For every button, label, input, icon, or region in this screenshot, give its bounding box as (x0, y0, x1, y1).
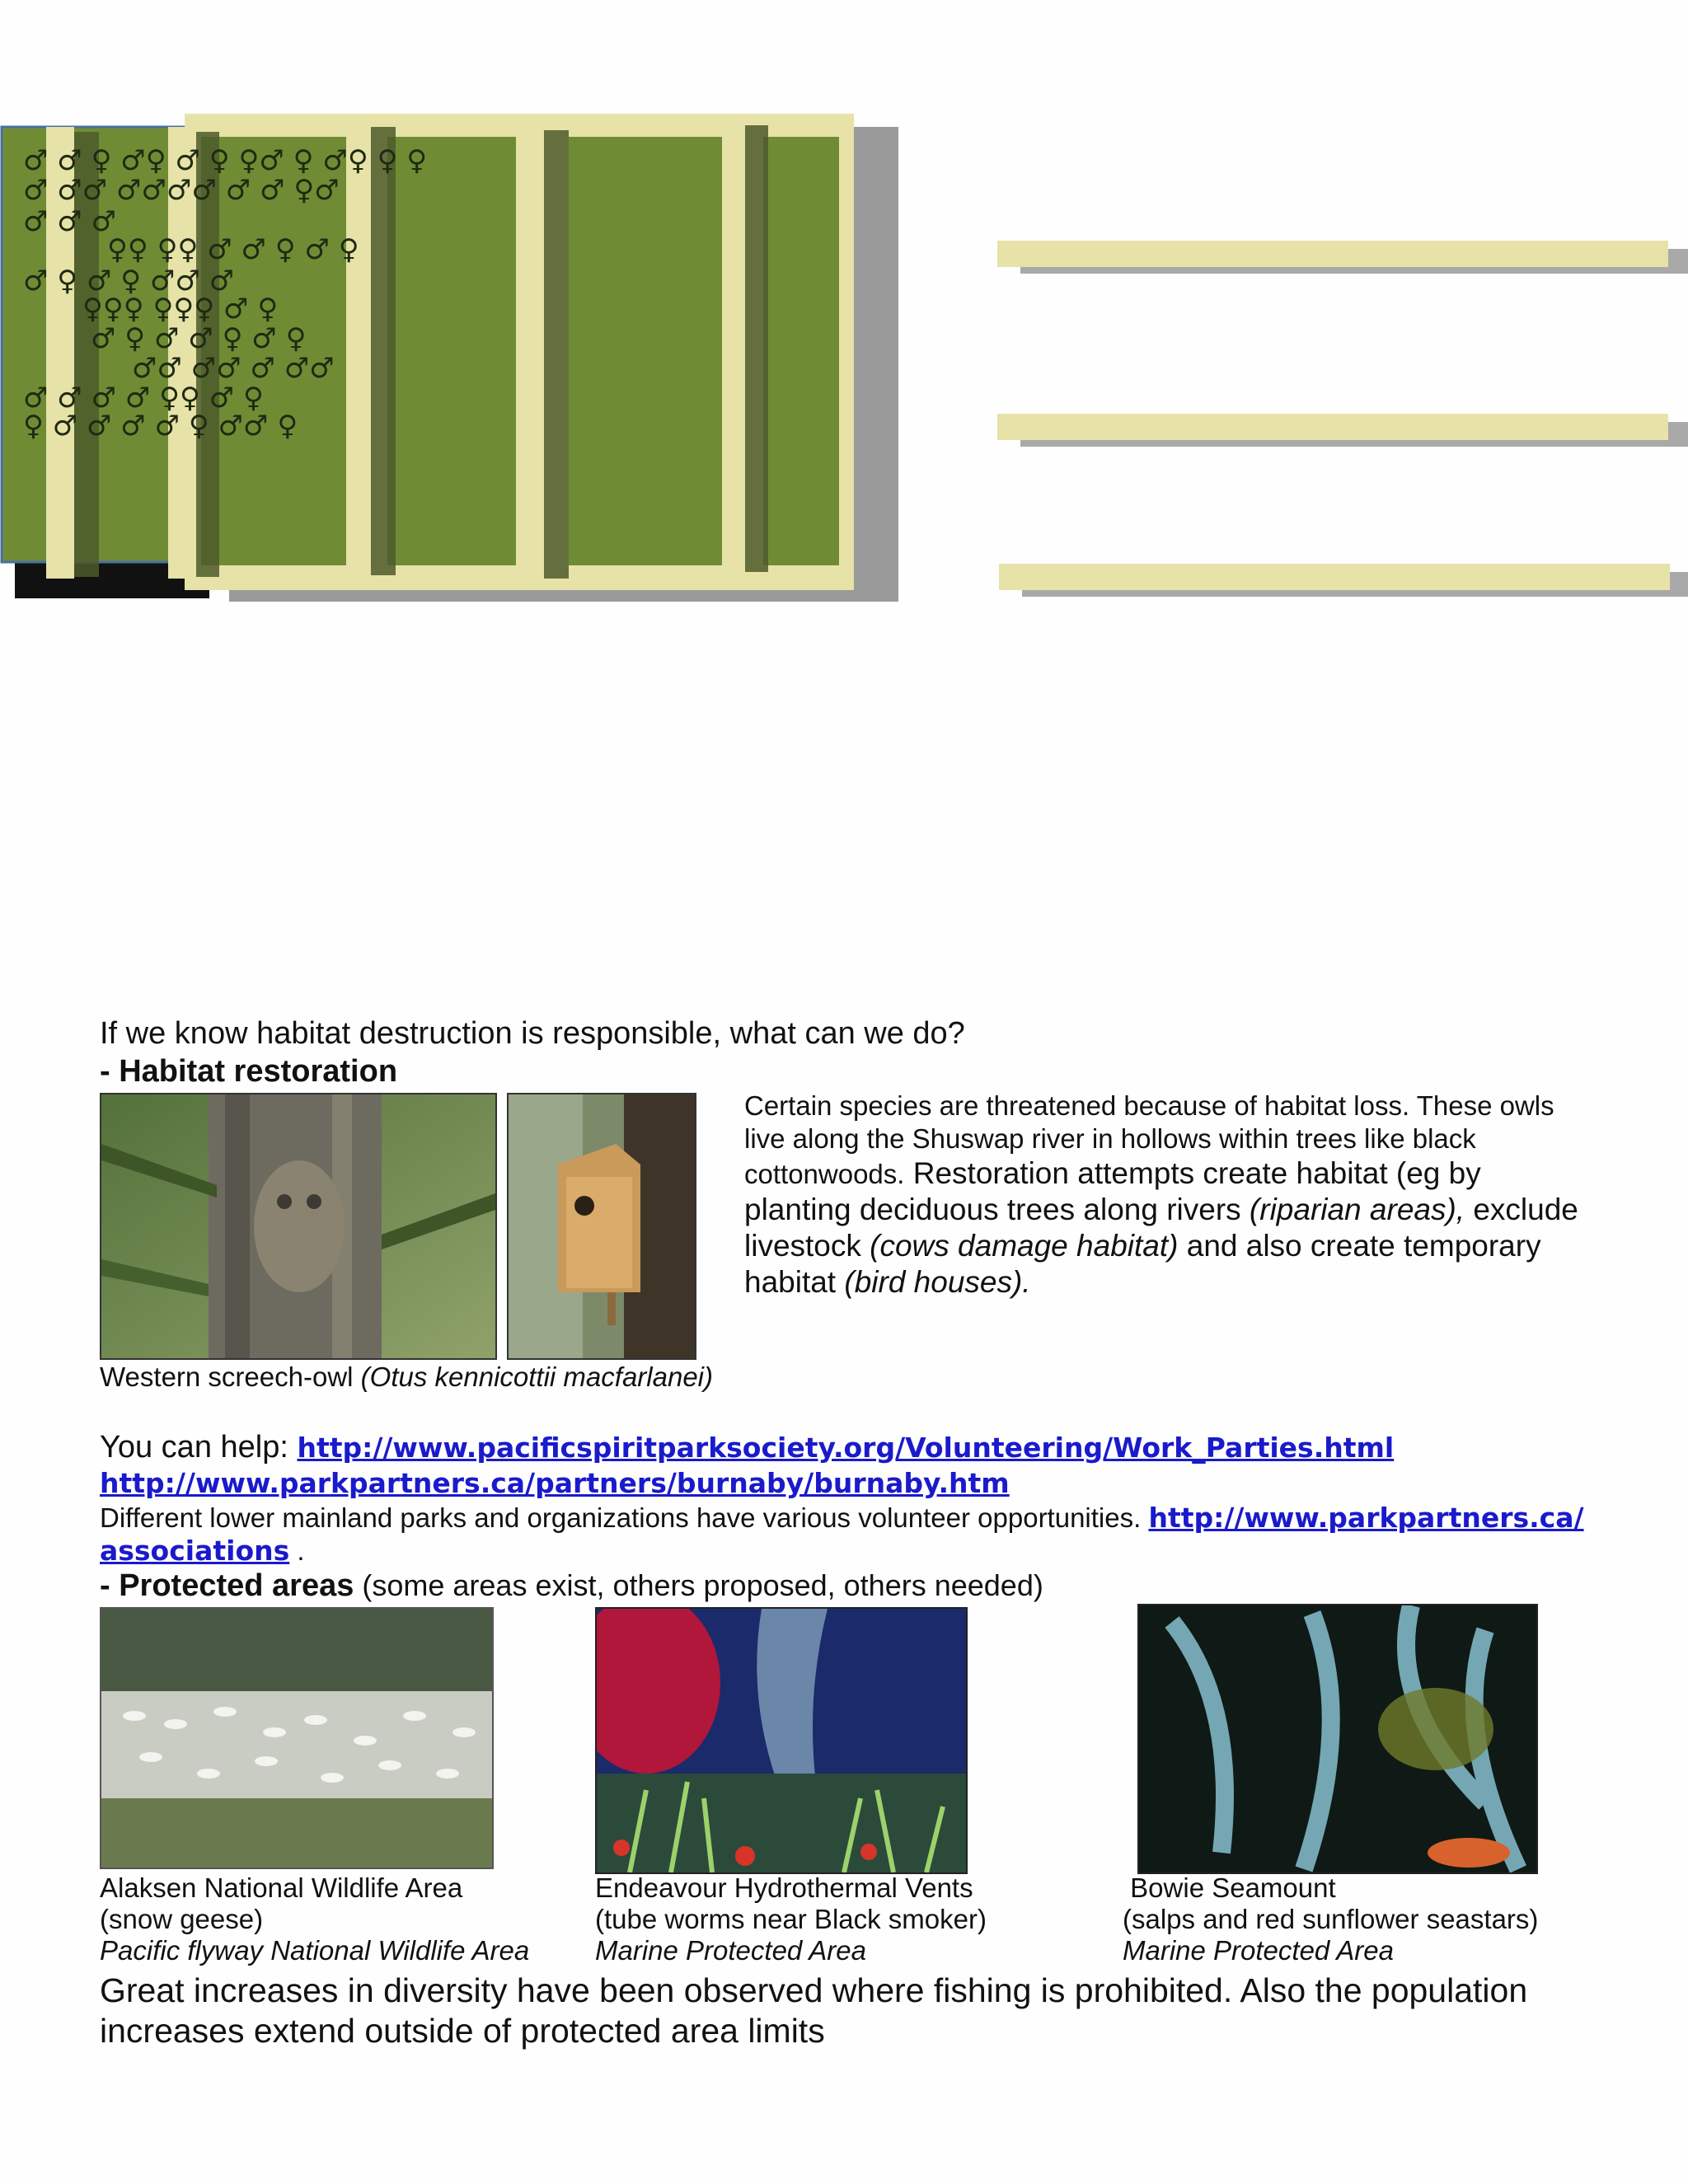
bowie-seamount-photo (1137, 1604, 1538, 1874)
owl-description (744, 1090, 1601, 1301)
pacific-spirit-link[interactable]: http://www.pacificspiritparksociety.org/Volunteering/Work_Parties.html (297, 1432, 1395, 1464)
description-line: habitat (bird houses). (744, 1265, 1031, 1299)
symbol-row: ♂ ♀ ♂ ♀ ♂♂ ♂ (23, 265, 235, 298)
overlay-strip (371, 127, 396, 575)
organizations-line: Different lower mainland parks and organizations have various volunteer opportunities. http://www.parkpartners.ca/ (100, 1502, 1584, 1534)
park-partners-link[interactable]: http://www.parkpartners.ca/ (1148, 1502, 1584, 1534)
organizations-line-2: associations . (100, 1535, 305, 1567)
habitat-block-2 (387, 137, 516, 565)
burnaby-link-line (100, 1467, 1010, 1499)
park-partners-link-cont[interactable]: associations (100, 1535, 290, 1567)
habitat-restoration-heading: - Habitat restoration (100, 1054, 398, 1089)
habitat-block-3 (569, 137, 722, 565)
habitat-bar (997, 414, 1668, 440)
help-line: You can help: http://www.pacificspiritparksociety.org/Volunteering/Work_Parties.html (100, 1430, 1395, 1465)
symbol-row: ♀♀♀ ♀♀♀ ♂ ♀ (82, 293, 279, 326)
overlay-strip (745, 125, 768, 572)
hydrothermal-vents-photo (595, 1607, 968, 1874)
bird-house-photo (507, 1093, 696, 1360)
symbol-row: ♀♀ ♀♀ ♂ ♂ ♀ ♂ ♀ (107, 233, 359, 266)
symbol-row: ♀ ♂ ♂ ♂ ♂ ♀ ♂♂ ♀ (23, 410, 298, 443)
burnaby-link[interactable]: http://www.parkpartners.ca/partners/burnaby/burnaby.htm (100, 1467, 1010, 1499)
habitat-fragmentation-diagram (0, 107, 907, 602)
habitat-block-4 (763, 137, 839, 565)
description-line: live along the Shuswap river in hollows within trees like black (744, 1123, 1476, 1154)
symbol-row: ♂ ♂ ♀ ♂♀ ♂ ♀ ♀♂ ♀ ♂♀ ♀ ♀ (23, 144, 428, 177)
symbol-row: ♂ ♂ ♂ (23, 205, 117, 238)
symbol-row: ♂ ♀ ♂ ♂ ♀ ♂ ♀ (91, 322, 307, 355)
owl-photo (100, 1093, 497, 1360)
area-caption-endeavour: Endeavour Hydrothermal Vents (tube worms near Black smoker) Marine Protected Area (595, 1872, 987, 1966)
description-line: livestock (cows damage habitat) and also create temporary (744, 1229, 1541, 1263)
owl-caption: Western screech-owl (Otus kennicottii macfarlanei) (100, 1361, 713, 1392)
description-line: planting deciduous trees along rivers (riparian areas), exclude (744, 1193, 1578, 1226)
area-caption-bowie: Bowie Seamount (salps and red sunflower seastars) Marine Protected Area (1123, 1872, 1539, 1966)
protected-areas-heading: - Protected areas (some areas exist, others proposed, others needed) (100, 1568, 1043, 1603)
symbol-row: ♂♂ ♂♂ ♂ ♂♂ (132, 352, 335, 385)
snow-geese-photo (100, 1607, 494, 1869)
question-heading: If we know habitat destruction is responsible, what can we do? (100, 1016, 965, 1051)
symbol-row: ♂ ♂♂ ♂♂♂♂ ♂ ♂ ♀♂ (23, 174, 340, 207)
area-caption-alaksen: Alaksen National Wildlife Area (snow geese) Pacific flyway National Wildlife Area (100, 1872, 530, 1966)
habitat-bar (997, 241, 1668, 267)
description-line: Certain species are threatened because of habitat loss. These owls (744, 1090, 1554, 1121)
description-line: cottonwoods. Restoration attempts create habitat (eg by (744, 1156, 1481, 1190)
symbol-row: ♂ ♂ ♂ ♂ ♀♀ ♂ ♀ (23, 382, 264, 415)
closing-paragraph: Great increases in diversity have been observed where fishing is prohibited. Also the population increases extend outside of protected area limits (100, 1971, 1528, 2050)
habitat-bar (999, 564, 1670, 590)
overlay-strip (544, 130, 569, 579)
